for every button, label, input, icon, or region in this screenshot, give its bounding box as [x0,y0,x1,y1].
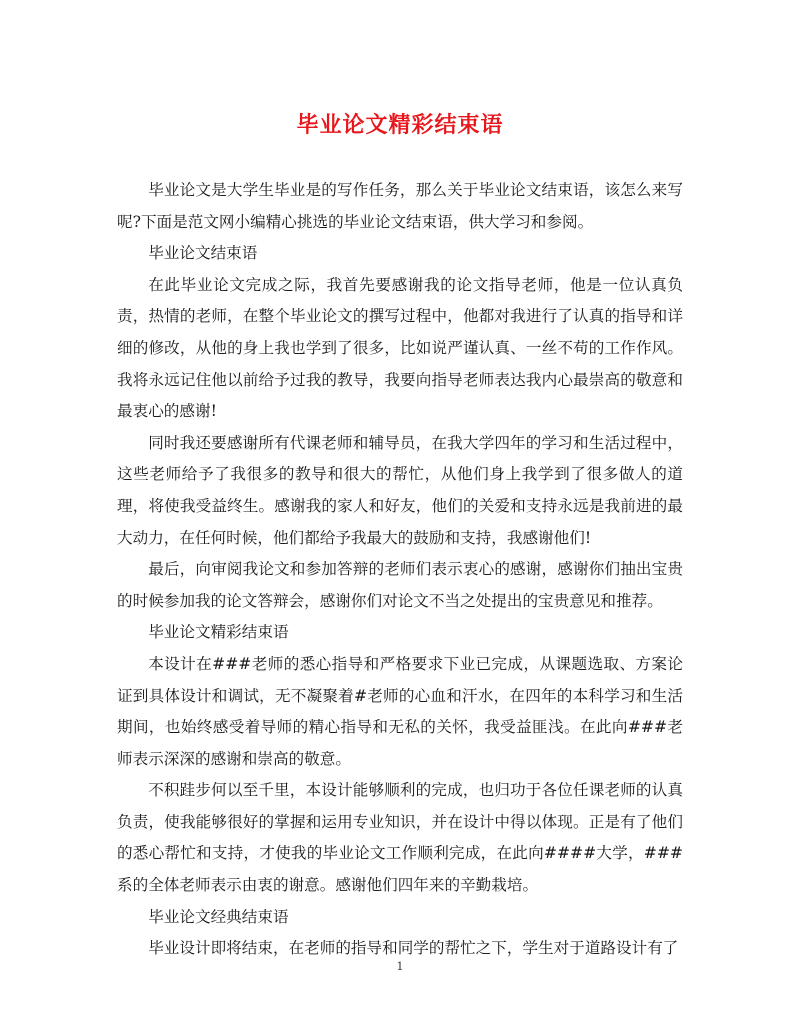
page-number: 1 [396,960,404,973]
section-heading: 毕业论文精彩结束语 [148,623,289,642]
body-paragraph: 最后，向审阅我论文和参加答辩的老师们表示衷心的感谢，感谢你们抽出宝贵的时候参加我的论文答辩会，感谢你们对论文不当之处提出的宝贵意见和推荐。 [117,560,683,610]
section-heading: 毕业论文结束语 [148,244,258,263]
body-paragraph: 同时我还要感谢所有代课老师和辅导员，在我大学四年的学习和生活过程中，这些老师给予了我很多的教导和很大的帮忙，从他们身上我学到了很多做人的道理，将使我受益终生。感谢我的家人和好友，他们的关爱和支持永远是我前进的最大动力，在任何时候，他们都给予我最大的鼓励和支持，我感谢他们! [117,433,683,547]
body-paragraph: 在此毕业论文完成之际，我首先要感谢我的论文指导老师，他是一位认真负责，热情的老师，在整个毕业论文的撰写过程中，他都对我进行了认真的指导和详细的修改，从他的身上我也学到了很多，比如说严谨认真、一丝不苟的工作作风。我将永远记住他以前给予过我的教导，我要向指导老师表达我内心最崇高的敬意和最衷心的感谢! [117,275,683,421]
intro-paragraph: 毕业论文是大学生毕业是的写作任务，那么关于毕业论文结束语，该怎么来写呢?下面是范文网小编精心挑选的毕业论文结束语，供大学习和参阅。 [117,181,683,231]
body-paragraph: 本设计在###老师的悉心指导和严格要求下业已完成，从课题选取、方案论证到具体设计和调试，无不凝聚着#老师的心血和汗水，在四年的本科学习和生活期间，也始终感受着导师的精心指导和无私的关怀，我受益匪浅。在此向###老师表示深深的感谢和崇高的敬意。 [117,654,683,768]
section-heading: 毕业论文经典结束语 [148,907,289,926]
document-title: 毕业论文精彩结束语 [296,112,504,138]
body-paragraph: 不积跬步何以至千里，本设计能够顺利的完成，也归功于各位任课老师的认真负责，使我能够很好的掌握和运用专业知识，并在设计中得以体现。正是有了他们的悉心帮忙和支持，才使我的毕业论文工作顺利完成，在此向####大学，###系的全体老师表示由衷的谢意。感谢他们四年来的辛勤栽培。 [117,781,683,895]
body-paragraph: 毕业设计即将结束，在老师的指导和同学的帮忙之下，学生对于道路设计有了 [148,939,679,958]
document-body [117,175,683,965]
